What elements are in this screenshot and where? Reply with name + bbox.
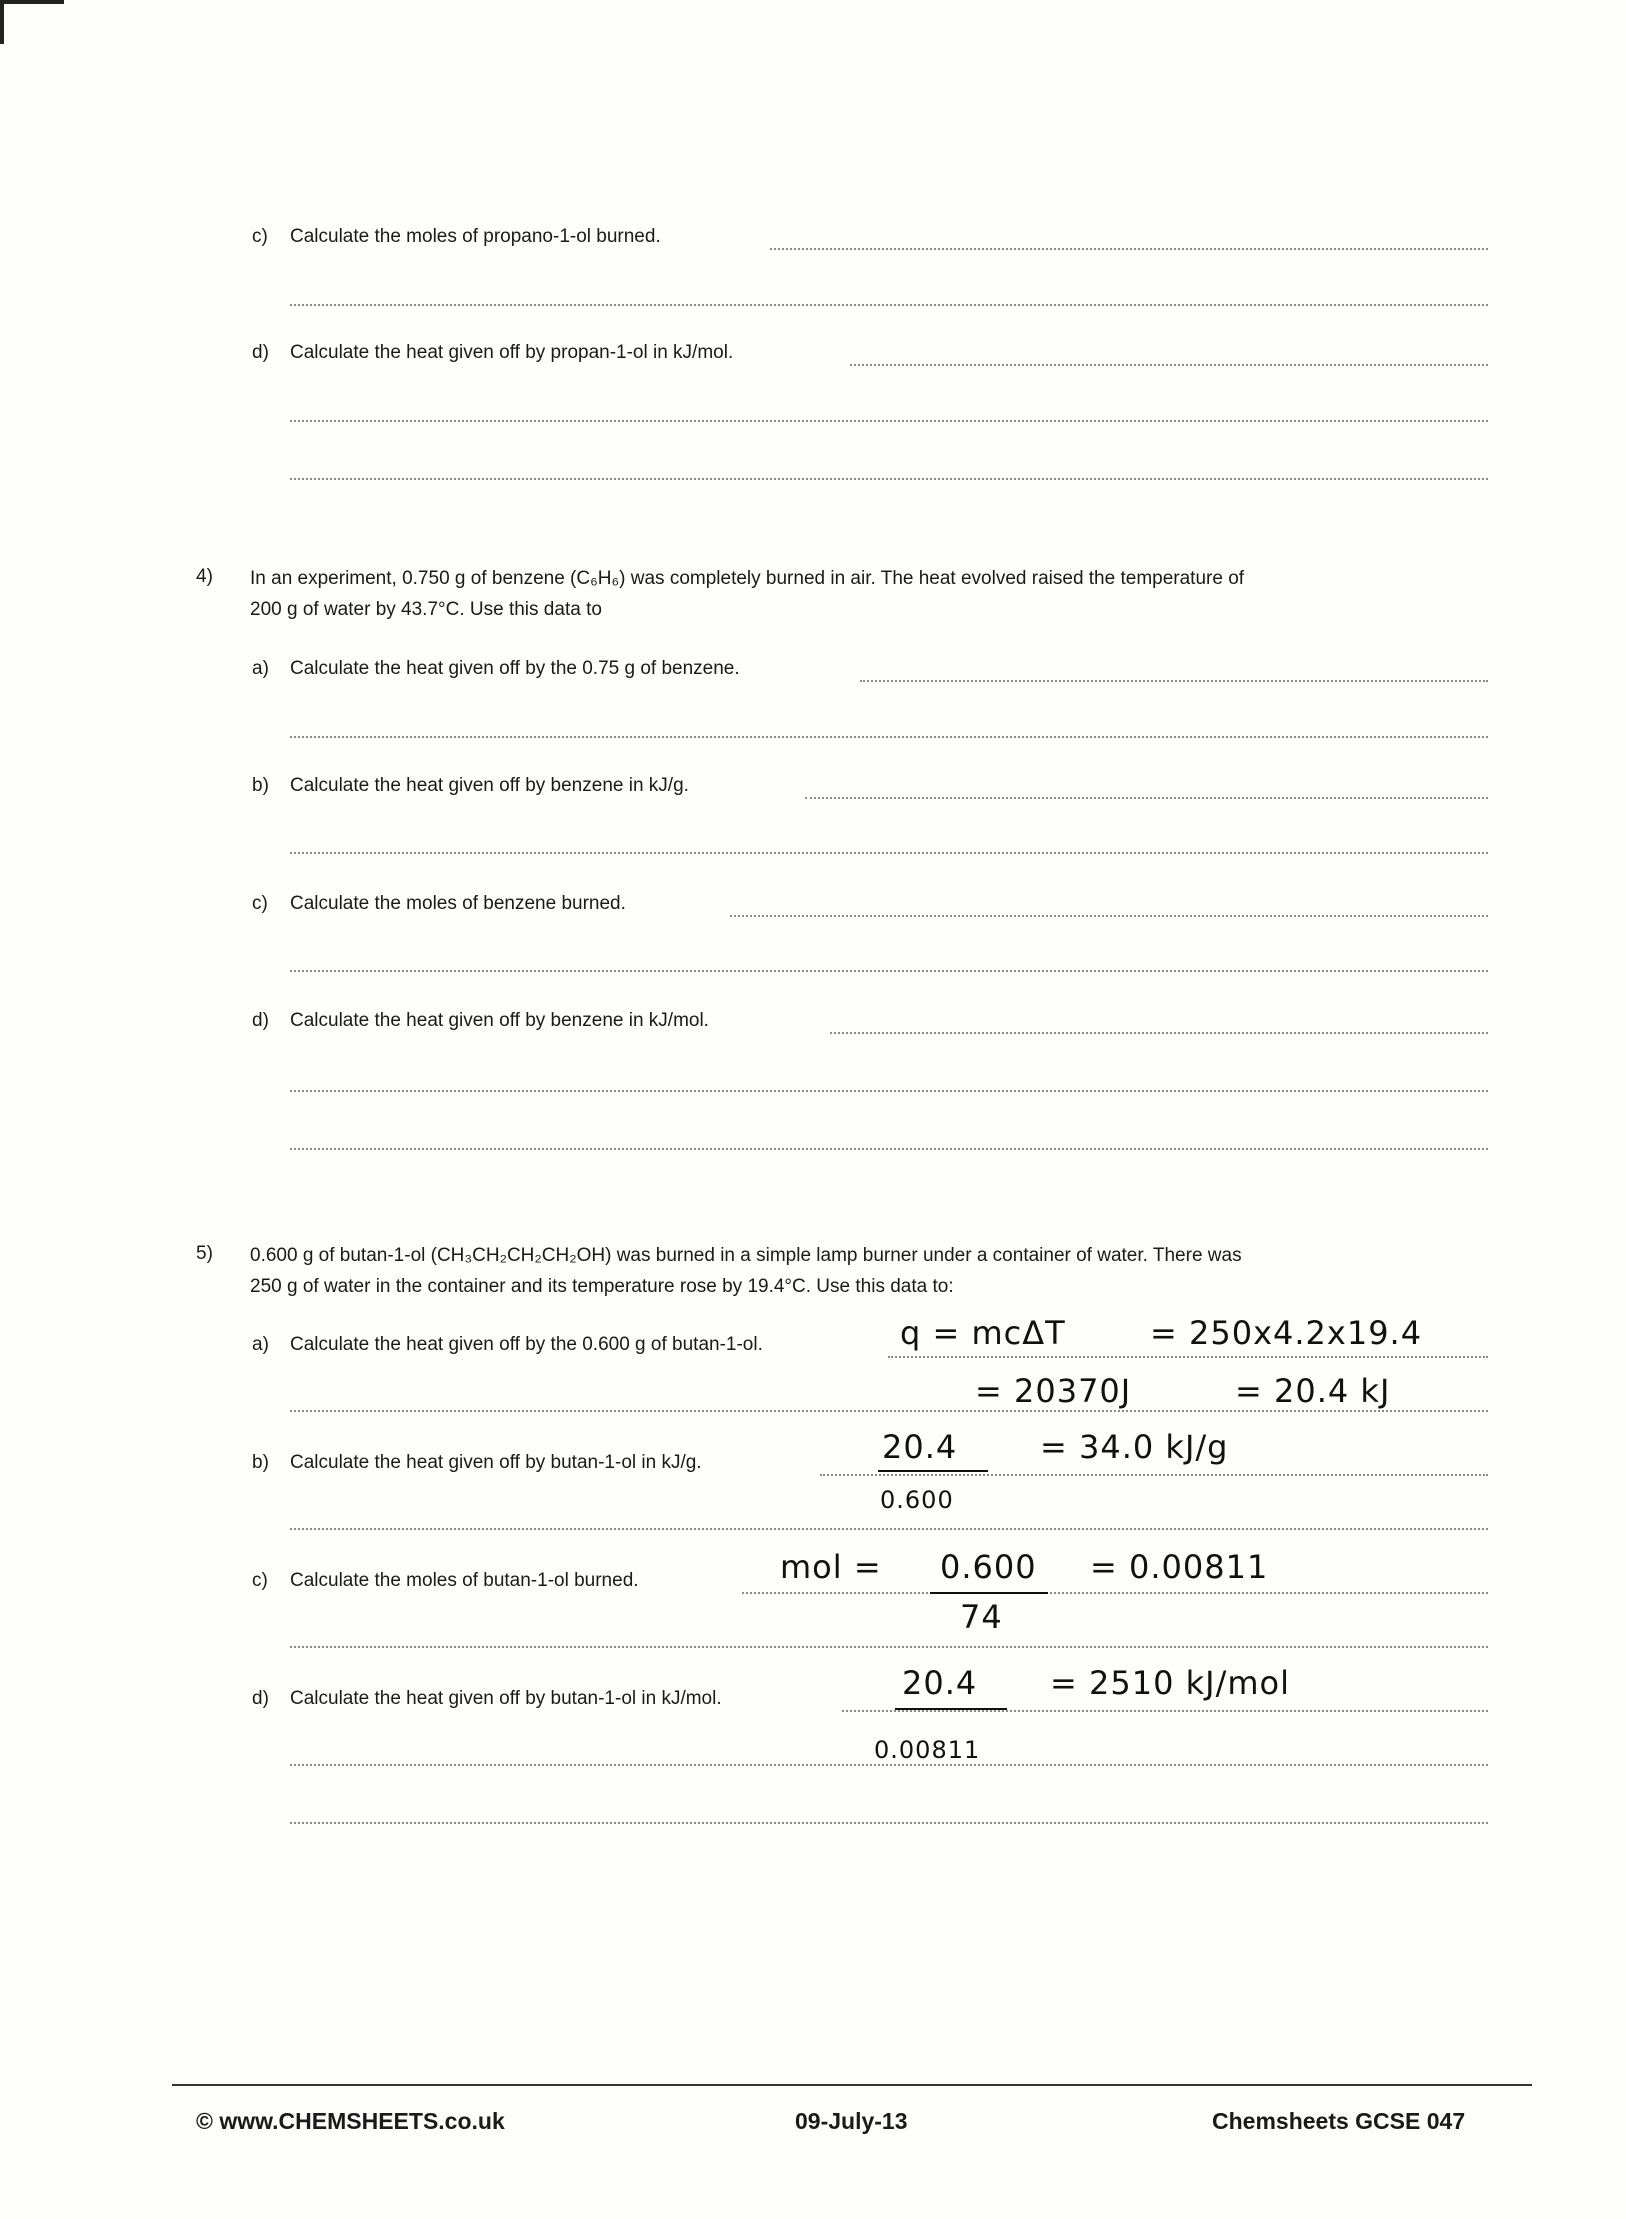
- stem-line: 250 g of water in the container and its temperature rose by 19.4°C. Use this data to:: [250, 1276, 954, 1297]
- answer-line[interactable]: [290, 1764, 1488, 1766]
- part-text: Calculate the heat given off by the 0.75 g of benzene.: [290, 658, 740, 679]
- answer-line[interactable]: [830, 1032, 1488, 1034]
- handwritten-answer: = 0.00811: [1090, 1548, 1269, 1586]
- handwritten-working: 0.600: [940, 1548, 1037, 1586]
- part-label: b): [252, 775, 269, 796]
- handwritten-working: q = mcΔT: [900, 1314, 1066, 1352]
- handwritten-working: 20.4: [882, 1428, 958, 1466]
- answer-line[interactable]: [290, 1410, 1488, 1412]
- fraction-bar: [895, 1708, 1007, 1710]
- answer-line[interactable]: [290, 970, 1488, 972]
- question-stem: [250, 1240, 1500, 1302]
- part-text: Calculate the heat given off by butan-1-ol in kJ/mol.: [290, 1688, 722, 1709]
- stem-line: In an experiment, 0.750 g of benzene (C₆H₆) was completely burned in air. The heat evolved raised the temperature of: [250, 568, 1245, 589]
- fraction-bar: [878, 1470, 988, 1472]
- answer-line[interactable]: [290, 852, 1488, 854]
- footer-website: © www.CHEMSHEETS.co.uk: [196, 2108, 505, 2134]
- answer-line[interactable]: [730, 915, 1488, 917]
- scan-edge: [0, 0, 64, 44]
- part-label: d): [252, 1010, 269, 1031]
- answer-line[interactable]: [290, 478, 1488, 480]
- part-text: Calculate the moles of benzene burned.: [290, 893, 626, 914]
- part-text: Calculate the heat given off by benzene in kJ/g.: [290, 775, 689, 796]
- handwritten-working: 0.00811: [874, 1736, 981, 1764]
- handwritten-working: 74: [960, 1598, 1003, 1636]
- part-text: Calculate the heat given off by benzene in kJ/mol.: [290, 1010, 709, 1031]
- answer-line[interactable]: [770, 248, 1488, 250]
- answer-line[interactable]: [888, 1356, 1488, 1358]
- answer-line[interactable]: [290, 420, 1488, 422]
- handwritten-working: = 20370J: [975, 1372, 1132, 1410]
- part-text: Calculate the heat given off by the 0.600 g of butan-1-ol.: [290, 1334, 763, 1355]
- answer-line[interactable]: [850, 364, 1488, 366]
- part-text: Calculate the heat given off by propan-1-ol in kJ/mol.: [290, 342, 734, 363]
- answer-line[interactable]: [860, 680, 1488, 682]
- handwritten-working: = 250x4.2x19.4: [1150, 1314, 1423, 1352]
- handwritten-working: 20.4: [902, 1664, 978, 1702]
- part-label: a): [252, 1334, 269, 1355]
- stem-line: 200 g of water by 43.7°C. Use this data to: [250, 599, 602, 620]
- answer-line[interactable]: [290, 1090, 1488, 1092]
- answer-line[interactable]: [290, 1528, 1488, 1530]
- question-number: 4): [196, 566, 213, 587]
- answer-line[interactable]: [820, 1474, 1488, 1476]
- answer-line[interactable]: [290, 736, 1488, 738]
- answer-line[interactable]: [290, 1822, 1488, 1824]
- answer-line[interactable]: [290, 1148, 1488, 1150]
- footer-divider: [172, 2084, 1532, 2086]
- part-text: Calculate the moles of butan-1-ol burned.: [290, 1570, 639, 1591]
- part-label: d): [252, 1688, 269, 1709]
- footer-date: 09-July-13: [795, 2108, 908, 2134]
- handwritten-working: mol =: [780, 1548, 882, 1586]
- handwritten-answer: = 2510 kJ/mol: [1050, 1664, 1290, 1702]
- handwritten-working: 0.600: [880, 1486, 954, 1514]
- stem-line: 0.600 g of butan-1-ol (CH₃CH₂CH₂CH₂OH) was burned in a simple lamp burner under a container of water. There was: [250, 1245, 1242, 1266]
- part-label: c): [252, 226, 268, 247]
- answer-line[interactable]: [290, 1646, 1488, 1648]
- handwritten-answer: = 34.0 kJ/g: [1040, 1428, 1229, 1466]
- answer-line[interactable]: [842, 1710, 1488, 1712]
- answer-line[interactable]: [290, 304, 1488, 306]
- part-label: d): [252, 342, 269, 363]
- part-label: b): [252, 1452, 269, 1473]
- handwritten-answer: = 20.4 kJ: [1235, 1372, 1391, 1410]
- part-label: a): [252, 658, 269, 679]
- answer-line[interactable]: [742, 1592, 1488, 1594]
- footer-sheet-code: Chemsheets GCSE 047: [1212, 2108, 1466, 2134]
- answer-line[interactable]: [805, 797, 1488, 799]
- question-stem: [250, 563, 1500, 625]
- part-text: Calculate the heat given off by butan-1-ol in kJ/g.: [290, 1452, 702, 1473]
- fraction-bar: [930, 1592, 1048, 1594]
- question-number: 5): [196, 1243, 213, 1264]
- part-label: c): [252, 893, 268, 914]
- part-label: c): [252, 1570, 268, 1591]
- part-text: Calculate the moles of propano-1-ol burned.: [290, 226, 661, 247]
